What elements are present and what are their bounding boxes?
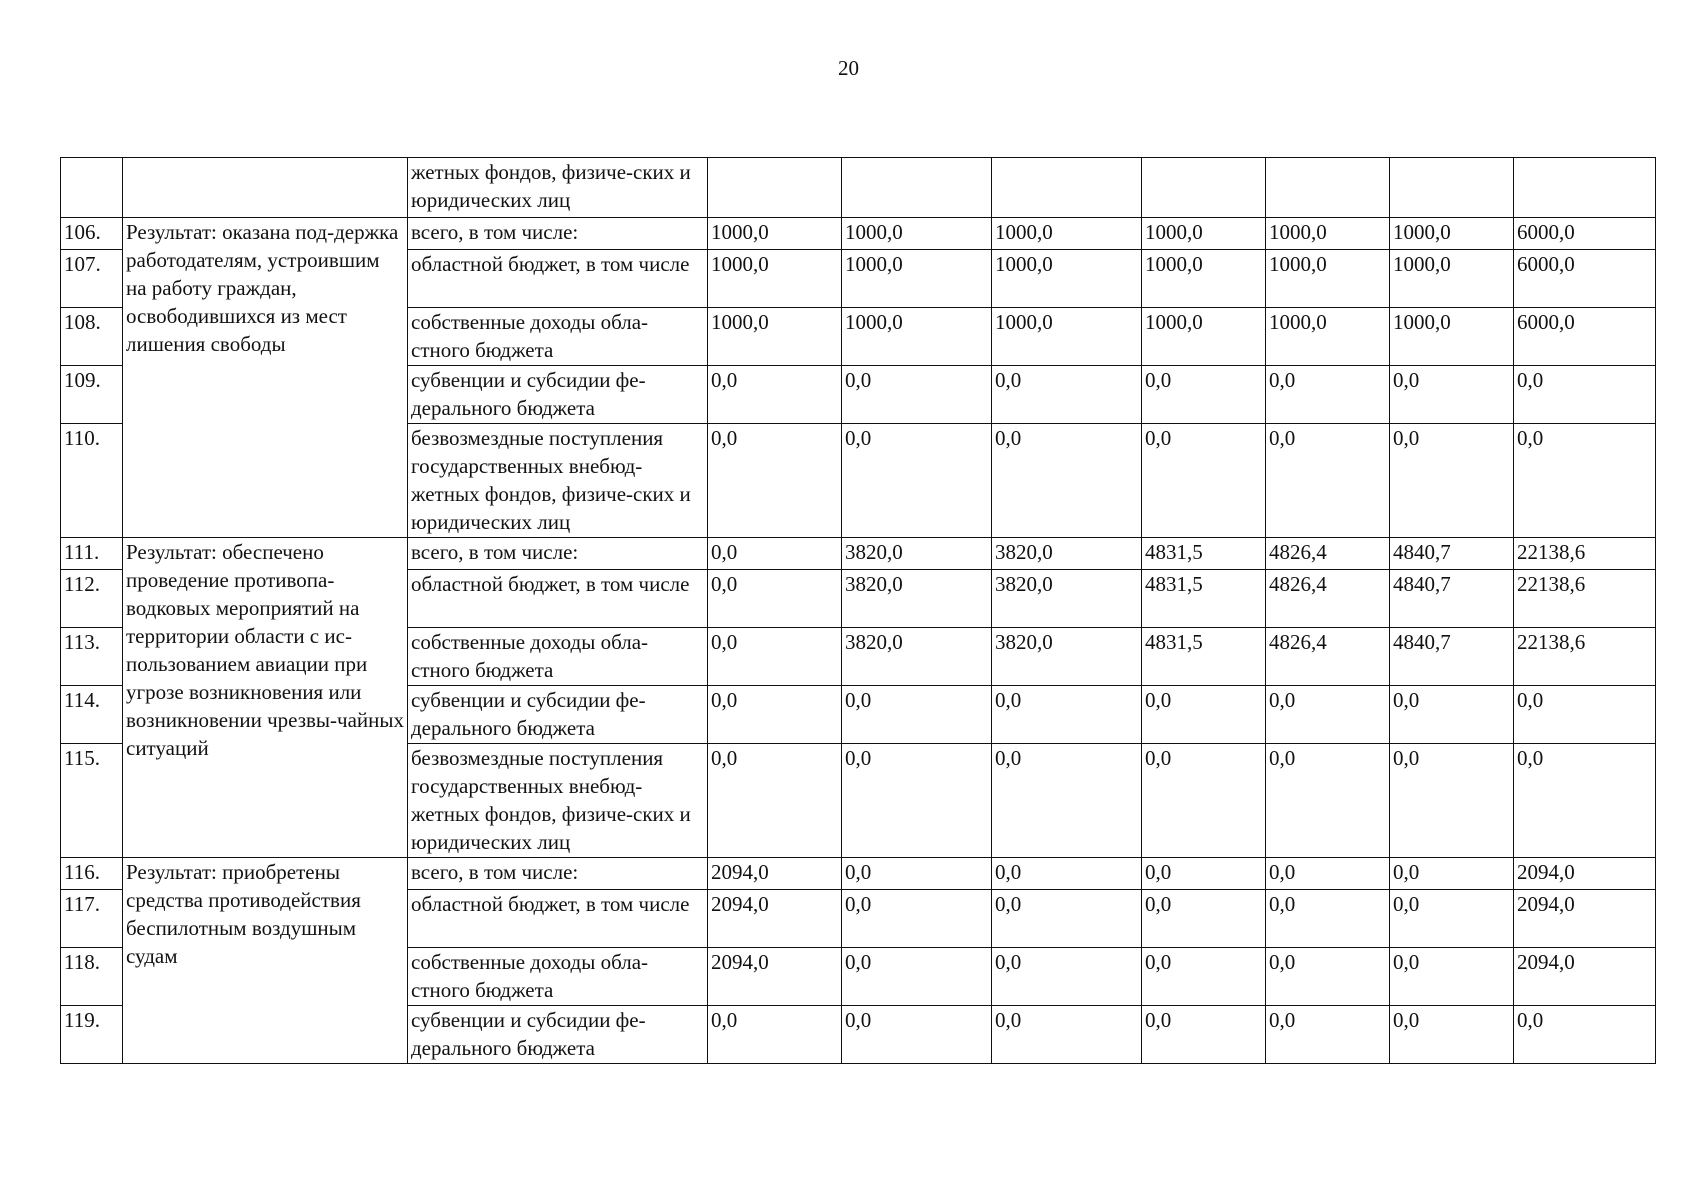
value-cell: 0,0 (708, 628, 842, 686)
value-cell: 3820,0 (992, 538, 1142, 570)
value-cell: 3820,0 (842, 538, 992, 570)
value-cell: 22138,6 (1514, 570, 1656, 628)
value-cell: 0,0 (992, 948, 1142, 1006)
value-cell: 1000,0 (992, 218, 1142, 250)
value-cell: 0,0 (1390, 890, 1514, 948)
value-cell (1390, 158, 1514, 218)
value-cell: 6000,0 (1514, 250, 1656, 308)
row-number-cell: 118. (61, 948, 123, 1006)
value-cell: 0,0 (1266, 1006, 1390, 1064)
value-cell: 0,0 (842, 1006, 992, 1064)
budget-table (60, 157, 1656, 1064)
value-cell: 0,0 (708, 686, 842, 744)
value-cell (992, 158, 1142, 218)
value-cell: 0,0 (1266, 366, 1390, 424)
value-cell (1514, 158, 1656, 218)
value-cell: 0,0 (1142, 858, 1266, 890)
value-cell: 0,0 (708, 744, 842, 858)
value-cell: 0,0 (842, 858, 992, 890)
value-cell: 0,0 (842, 366, 992, 424)
value-cell: 1000,0 (1390, 218, 1514, 250)
funding-source-cell: собственные доходы обла-стного бюджета (408, 948, 708, 1006)
value-cell: 0,0 (842, 744, 992, 858)
value-cell: 2094,0 (1514, 948, 1656, 1006)
result-cell (123, 158, 408, 218)
result-cell: Результат: приобретены средства противодействия беспилотным воздушным судам (123, 858, 408, 1064)
row-number-cell: 115. (61, 744, 123, 858)
value-cell: 0,0 (708, 570, 842, 628)
row-number-cell: 119. (61, 1006, 123, 1064)
value-cell: 1000,0 (1390, 250, 1514, 308)
value-cell: 1000,0 (708, 218, 842, 250)
value-cell: 0,0 (842, 686, 992, 744)
value-cell: 0,0 (1514, 424, 1656, 538)
value-cell: 0,0 (1514, 686, 1656, 744)
row-number-cell: 117. (61, 890, 123, 948)
funding-source-cell: собственные доходы обла-стного бюджета (408, 628, 708, 686)
value-cell (1266, 158, 1390, 218)
funding-source-cell: собственные доходы обла-стного бюджета (408, 308, 708, 366)
table-body (61, 158, 1656, 1064)
table-row (61, 538, 1656, 570)
value-cell: 4826,4 (1266, 570, 1390, 628)
result-cell: Результат: обеспечено проведение противопа-водковых мероприятий на территории области с ис-пользованием авиации при угрозе возникновения или возникновении чрезвы-чайных ситуаций (123, 538, 408, 858)
value-cell: 0,0 (708, 538, 842, 570)
value-cell (1142, 158, 1266, 218)
page-number: 20 (838, 56, 859, 80)
value-cell: 0,0 (1142, 1006, 1266, 1064)
row-number-cell: 112. (61, 570, 123, 628)
value-cell: 0,0 (1514, 366, 1656, 424)
table-row (61, 218, 1656, 250)
value-cell: 0,0 (1266, 744, 1390, 858)
value-cell: 0,0 (1266, 686, 1390, 744)
value-cell: 3820,0 (992, 628, 1142, 686)
value-cell: 0,0 (992, 366, 1142, 424)
carry-over-row (61, 158, 1656, 218)
value-cell: 3820,0 (992, 570, 1142, 628)
row-number-cell: 116. (61, 858, 123, 890)
funding-source-cell: всего, в том числе: (408, 538, 708, 570)
value-cell: 0,0 (1142, 424, 1266, 538)
value-cell: 1000,0 (1266, 218, 1390, 250)
value-cell: 0,0 (1390, 744, 1514, 858)
value-cell: 0,0 (1390, 948, 1514, 1006)
value-cell: 6000,0 (1514, 218, 1656, 250)
value-cell: 2094,0 (708, 858, 842, 890)
value-cell: 0,0 (1390, 424, 1514, 538)
value-cell: 0,0 (992, 858, 1142, 890)
value-cell: 0,0 (992, 686, 1142, 744)
value-cell: 0,0 (842, 890, 992, 948)
value-cell: 0,0 (842, 424, 992, 538)
value-cell: 1000,0 (842, 308, 992, 366)
value-cell: 0,0 (1266, 890, 1390, 948)
value-cell: 0,0 (1390, 686, 1514, 744)
value-cell: 4840,7 (1390, 628, 1514, 686)
value-cell: 0,0 (992, 424, 1142, 538)
funding-source-cell: жетных фондов, физиче-ских и юридических лиц (408, 158, 708, 218)
funding-source-cell: всего, в том числе: (408, 218, 708, 250)
value-cell: 1000,0 (1142, 308, 1266, 366)
value-cell: 22138,6 (1514, 538, 1656, 570)
row-number-cell: 110. (61, 424, 123, 538)
value-cell: 0,0 (1266, 858, 1390, 890)
table-row (61, 858, 1656, 890)
row-number-cell: 108. (61, 308, 123, 366)
result-cell: Результат: оказана под-держка работодателям, устроившим на работу граждан, освободившихся из мест лишения свободы (123, 218, 408, 538)
value-cell: 0,0 (1390, 858, 1514, 890)
value-cell: 0,0 (708, 1006, 842, 1064)
value-cell: 0,0 (842, 948, 992, 1006)
value-cell: 1000,0 (1266, 250, 1390, 308)
value-cell: 1000,0 (842, 250, 992, 308)
value-cell: 0,0 (1142, 948, 1266, 1006)
value-cell: 2094,0 (1514, 890, 1656, 948)
value-cell: 0,0 (1142, 686, 1266, 744)
value-cell: 0,0 (1142, 744, 1266, 858)
row-number-cell: 107. (61, 250, 123, 308)
funding-source-cell: областной бюджет, в том числе (408, 570, 708, 628)
value-cell: 3820,0 (842, 570, 992, 628)
value-cell: 0,0 (992, 1006, 1142, 1064)
value-cell (708, 158, 842, 218)
value-cell: 4840,7 (1390, 570, 1514, 628)
value-cell: 2094,0 (708, 948, 842, 1006)
funding-source-cell: областной бюджет, в том числе (408, 890, 708, 948)
value-cell: 1000,0 (992, 250, 1142, 308)
row-number-cell: 114. (61, 686, 123, 744)
value-cell: 22138,6 (1514, 628, 1656, 686)
value-cell: 0,0 (1390, 1006, 1514, 1064)
value-cell: 0,0 (708, 424, 842, 538)
value-cell: 1000,0 (708, 250, 842, 308)
value-cell: 0,0 (1390, 366, 1514, 424)
row-number-cell: 111. (61, 538, 123, 570)
value-cell: 4831,5 (1142, 628, 1266, 686)
value-cell: 2094,0 (1514, 858, 1656, 890)
value-cell: 3820,0 (842, 628, 992, 686)
value-cell (842, 158, 992, 218)
funding-source-cell: субвенции и субсидии фе-дерального бюджета (408, 1006, 708, 1064)
value-cell: 0,0 (992, 744, 1142, 858)
value-cell: 1000,0 (1142, 250, 1266, 308)
row-number-cell: 106. (61, 218, 123, 250)
value-cell: 0,0 (1514, 1006, 1656, 1064)
value-cell: 1000,0 (1266, 308, 1390, 366)
value-cell: 1000,0 (842, 218, 992, 250)
row-number-cell (61, 158, 123, 218)
value-cell: 4826,4 (1266, 628, 1390, 686)
funding-source-cell: областной бюджет, в том числе (408, 250, 708, 308)
value-cell: 4840,7 (1390, 538, 1514, 570)
value-cell: 0,0 (992, 890, 1142, 948)
value-cell: 2094,0 (708, 890, 842, 948)
value-cell: 1000,0 (1142, 218, 1266, 250)
value-cell: 0,0 (1266, 424, 1390, 538)
funding-source-cell: безвозмездные поступления государственных внебюд-жетных фондов, физиче-ских и юридических лиц (408, 744, 708, 858)
value-cell: 1000,0 (992, 308, 1142, 366)
value-cell: 1000,0 (1390, 308, 1514, 366)
row-number-cell: 109. (61, 366, 123, 424)
value-cell: 0,0 (1142, 890, 1266, 948)
value-cell: 0,0 (1142, 366, 1266, 424)
funding-source-cell: всего, в том числе: (408, 858, 708, 890)
value-cell: 6000,0 (1514, 308, 1656, 366)
row-number-cell: 113. (61, 628, 123, 686)
value-cell: 4831,5 (1142, 570, 1266, 628)
value-cell: 0,0 (1266, 948, 1390, 1006)
funding-source-cell: безвозмездные поступления государственных внебюд-жетных фондов, физиче-ских и юридических лиц (408, 424, 708, 538)
value-cell: 4831,5 (1142, 538, 1266, 570)
funding-source-cell: субвенции и субсидии фе-дерального бюджета (408, 686, 708, 744)
funding-source-cell: субвенции и субсидии фе-дерального бюджета (408, 366, 708, 424)
value-cell: 1000,0 (708, 308, 842, 366)
value-cell: 4826,4 (1266, 538, 1390, 570)
value-cell: 0,0 (1514, 744, 1656, 858)
value-cell: 0,0 (708, 366, 842, 424)
